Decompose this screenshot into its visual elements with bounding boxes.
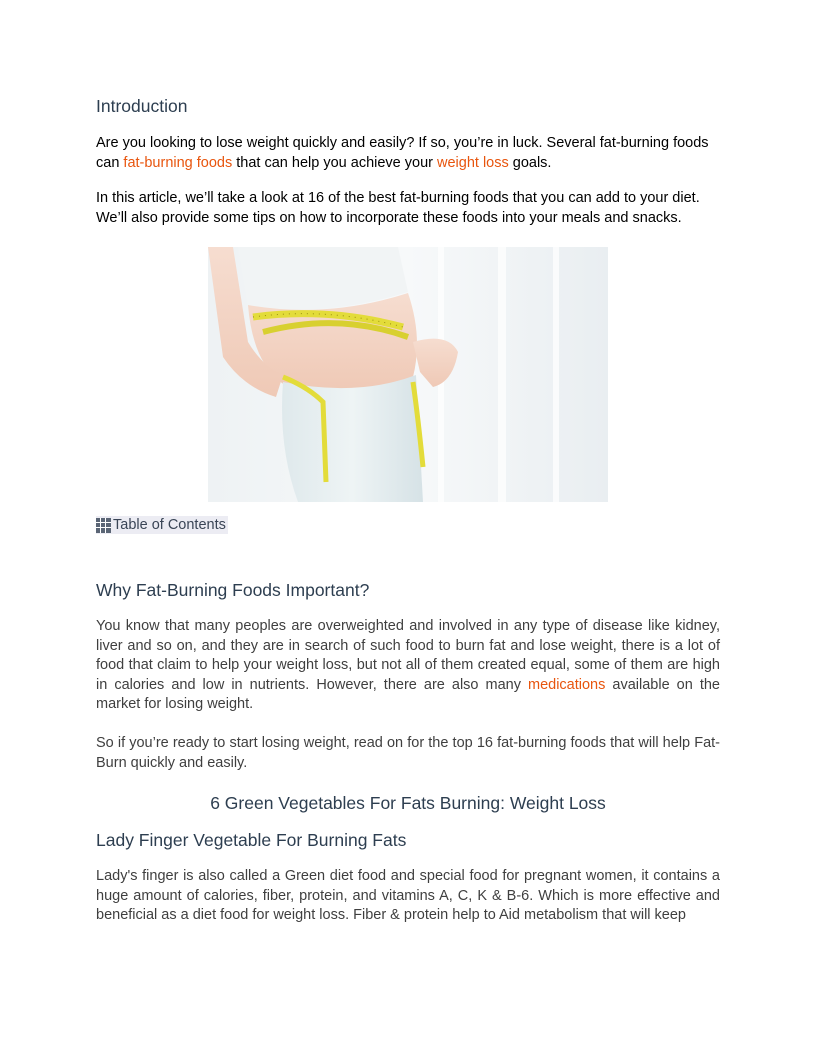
fat-burning-foods-link[interactable]: fat-burning foods — [123, 154, 233, 171]
lady-finger-heading: Lady Finger Vegetable For Burning Fats — [96, 830, 407, 850]
table-of-contents-label: Table of Contents — [113, 517, 226, 533]
introduction-heading: Introduction — [96, 96, 188, 116]
table-of-contents-toggle[interactable] — [96, 516, 228, 534]
weight-loss-link[interactable]: weight loss — [437, 154, 509, 171]
intro-paragraph-1: Are you looking to lose weight quickly and easily? If so, you’re in luck. Several fat-burning foods can fat-burning foods that can help you achieve your weight loss goals. — [96, 135, 709, 171]
table-grid-icon — [96, 518, 111, 533]
why-paragraph-2: So if you’re ready to start losing weight, read on for the top 16 fat-burning foods that will help Fat-Burn quickly and easily. — [96, 735, 720, 771]
why-paragraph-1: You know that many peoples are overweighted and involved in any type of disease like kidney, liver and so on, and they are in search of such food to burn fat and lose weight, there is a lot of food that claim to help your weight loss, but not all of them created equal, some of them are high in calories and low in nutrients. However, there are also many medications available on the market for losing weight. — [96, 618, 720, 712]
lady-finger-paragraph: Lady's finger is also called a Green diet food and special food for pregnant women, it contains a huge amount of calories, fiber, protein, and vitamins A, C, K & B-6. Which is more effective and beneficial as a diet food for weight loss. Fiber & protein help to Aid metabolism that will keep — [96, 868, 720, 923]
intro-paragraph-2: In this article, we’ll take a look at 16 of the best fat-burning foods that you can add to your diet. We’ll also provide some tips on how to incorporate these foods into your meals and snacks. — [96, 190, 700, 226]
hero-image-waist-measurement — [208, 247, 608, 502]
why-heading: Why Fat-Burning Foods Important? — [96, 580, 370, 600]
hero-illustration — [208, 247, 608, 502]
green-vegetables-heading: 6 Green Vegetables For Fats Burning: Weight Loss — [210, 793, 606, 813]
medications-link[interactable]: medications — [528, 676, 606, 693]
